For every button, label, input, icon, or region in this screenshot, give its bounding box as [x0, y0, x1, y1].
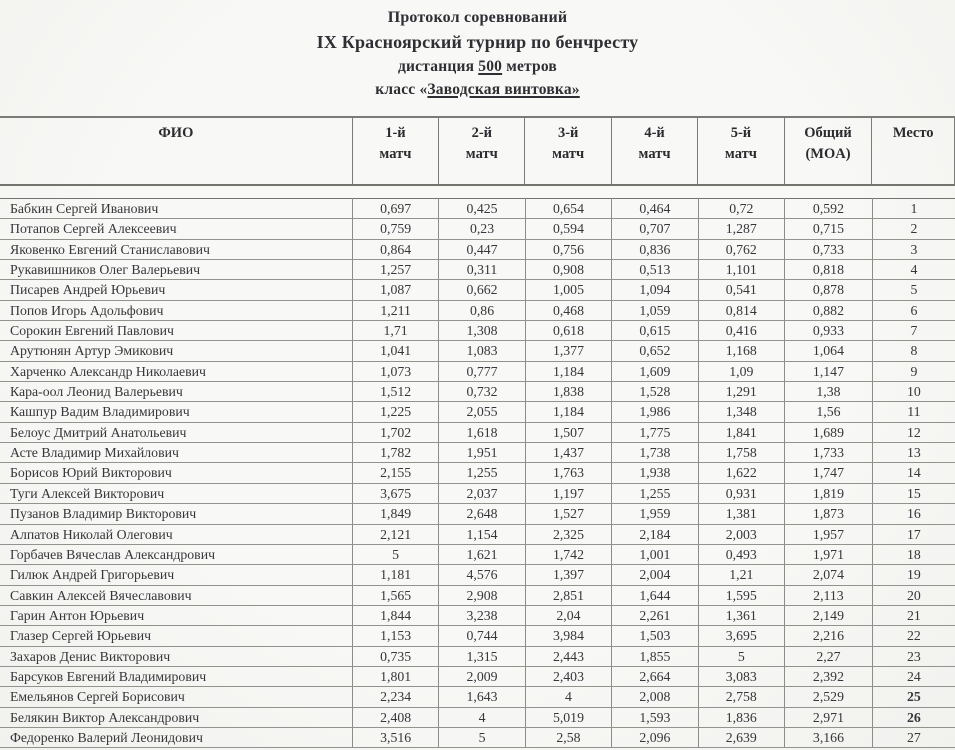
match-4-cell: 1,938 [612, 463, 698, 483]
match-4-cell: 0,615 [612, 321, 698, 341]
match-4-cell: 0,707 [612, 219, 698, 239]
place-cell: 12 [872, 422, 955, 442]
fio-cell: Туги Алексей Викторович [0, 483, 352, 503]
results-table-body [0, 198, 955, 748]
fio-cell: Писарев Андрей Юрьевич [0, 280, 352, 300]
match-4-cell: 1,528 [612, 382, 698, 402]
match-3-cell: 2,851 [525, 585, 611, 605]
match-4-cell: 2,008 [612, 687, 698, 707]
header-place-label: Место [892, 125, 934, 141]
match-4-cell: 2,261 [612, 605, 698, 625]
total-moa-cell: 1,147 [785, 361, 873, 381]
header-m2-line2: матч [465, 146, 498, 162]
place-cell: 25 [872, 687, 955, 707]
fio-cell: Барсуков Евгений Владимирович [0, 666, 352, 686]
header-m3-line1: 3-й [557, 125, 579, 141]
place-cell: 20 [872, 585, 955, 605]
match-5-cell: 0,931 [698, 483, 784, 503]
match-1-cell: 1,782 [352, 443, 438, 463]
match-4-cell: 2,004 [612, 565, 698, 585]
table-row [0, 260, 955, 280]
column-header-total-moa [784, 117, 872, 185]
match-3-cell: 1,184 [525, 361, 611, 381]
match-5-cell: 0,416 [698, 321, 784, 341]
match-2-cell: 0,23 [439, 219, 525, 239]
place-cell: 24 [872, 666, 955, 686]
match-3-cell: 1,397 [525, 565, 611, 585]
match-1-cell: 1,702 [352, 422, 438, 442]
place-cell: 9 [872, 361, 955, 381]
place-cell: 16 [872, 504, 955, 524]
distance-value: 500 [478, 58, 503, 75]
match-3-cell: 4 [525, 687, 611, 707]
total-moa-cell: 1,957 [785, 524, 873, 544]
table-row [0, 443, 955, 463]
match-2-cell: 1,951 [439, 443, 525, 463]
match-5-cell: 1,836 [698, 707, 784, 727]
fio-cell: Пузанов Владимир Викторович [0, 504, 352, 524]
header-fio-label: ФИО [158, 125, 194, 141]
match-5-cell: 1,595 [698, 585, 784, 605]
column-header-place [872, 117, 955, 185]
fio-cell: Борисов Юрий Викторович [0, 463, 352, 483]
total-moa-cell: 2,149 [785, 605, 873, 625]
match-4-cell: 0,652 [612, 341, 698, 361]
match-4-cell: 2,184 [612, 524, 698, 544]
match-5-cell: 5 [698, 646, 784, 666]
header-m5-line1: 5-й [730, 125, 752, 141]
match-5-cell: 1,09 [698, 361, 784, 381]
match-1-cell: 1,844 [352, 605, 438, 625]
distance-prefix: дистанция [398, 58, 479, 75]
header-m3-line2: матч [552, 146, 585, 162]
header-m1-line1: 1-й [385, 125, 406, 141]
match-5-cell: 1,168 [698, 341, 784, 361]
table-row [0, 605, 955, 625]
match-2-cell: 1,315 [439, 646, 525, 666]
match-3-cell: 1,197 [525, 483, 611, 503]
match-2-cell: 4 [439, 707, 525, 727]
match-1-cell: 5 [352, 544, 438, 564]
total-moa-cell: 3,166 [785, 727, 873, 747]
match-4-cell: 1,593 [612, 707, 698, 727]
place-cell: 27 [872, 727, 955, 747]
header-row [0, 117, 955, 185]
column-header-match-2 [439, 117, 525, 185]
table-row [0, 422, 955, 442]
match-1-cell: 3,675 [352, 483, 438, 503]
header-total-line1: Общий [804, 125, 852, 141]
total-moa-cell: 2,529 [785, 687, 873, 707]
match-2-cell: 0,777 [439, 361, 525, 381]
match-3-cell: 2,325 [525, 524, 611, 544]
total-moa-cell: 1,747 [785, 463, 873, 483]
table-row [0, 687, 955, 707]
match-5-cell: 0,493 [698, 544, 784, 564]
table-row [0, 544, 955, 564]
match-1-cell: 3,516 [352, 727, 438, 747]
table-row [0, 463, 955, 483]
place-cell: 11 [872, 402, 955, 422]
total-moa-cell: 1,38 [785, 382, 873, 402]
match-4-cell: 1,609 [612, 361, 698, 381]
match-5-cell: 0,814 [698, 300, 784, 320]
fio-cell: Захаров Денис Викторович [0, 646, 352, 666]
match-2-cell: 0,311 [439, 260, 525, 280]
match-5-cell: 1,381 [698, 504, 784, 524]
match-1-cell: 0,697 [352, 199, 438, 219]
match-3-cell: 2,443 [525, 646, 611, 666]
match-3-cell: 1,377 [525, 341, 611, 361]
results-table-header [0, 116, 955, 186]
place-cell: 23 [872, 646, 955, 666]
match-3-cell: 1,507 [525, 422, 611, 442]
match-1-cell: 2,234 [352, 687, 438, 707]
match-4-cell: 0,513 [612, 260, 698, 280]
match-3-cell: 0,468 [525, 300, 611, 320]
total-moa-cell: 2,971 [785, 707, 873, 727]
match-5-cell: 1,622 [698, 463, 784, 483]
total-moa-cell: 0,733 [785, 239, 873, 259]
match-5-cell: 3,695 [698, 626, 784, 646]
match-5-cell: 1,758 [698, 443, 784, 463]
column-header-match-3 [525, 117, 611, 185]
place-cell: 4 [872, 260, 955, 280]
fio-cell: Гарин Антон Юрьевич [0, 605, 352, 625]
total-moa-cell: 0,592 [785, 199, 873, 219]
column-header-match-1 [352, 117, 438, 185]
match-5-cell: 2,639 [698, 727, 784, 747]
header-m4-line2: матч [638, 146, 671, 162]
fio-cell: Горбачев Вячеслав Александрович [0, 544, 352, 564]
fio-cell: Белякин Виктор Александрович [0, 707, 352, 727]
match-1-cell: 2,155 [352, 463, 438, 483]
fio-cell: Бабкин Сергей Иванович [0, 199, 352, 219]
match-1-cell: 2,121 [352, 524, 438, 544]
place-cell: 17 [872, 524, 955, 544]
header-m1-line2: матч [379, 146, 412, 162]
total-moa-cell: 0,882 [785, 300, 873, 320]
match-1-cell: 1,073 [352, 361, 438, 381]
total-moa-cell: 2,113 [785, 585, 873, 605]
match-1-cell: 1,225 [352, 402, 438, 422]
distance-suffix: метров [502, 58, 557, 75]
fio-cell: Кара-оол Леонид Валерьевич [0, 382, 352, 402]
match-2-cell: 0,732 [439, 382, 525, 402]
match-3-cell: 1,763 [525, 463, 611, 483]
table-row [0, 585, 955, 605]
match-1-cell: 1,041 [352, 341, 438, 361]
match-3-cell: 0,594 [525, 219, 611, 239]
table-row [0, 199, 955, 219]
match-2-cell: 2,055 [439, 402, 525, 422]
place-cell: 22 [872, 626, 955, 646]
match-5-cell: 2,758 [698, 687, 784, 707]
match-2-cell: 1,255 [439, 463, 525, 483]
header-m5-line2: матч [724, 146, 757, 162]
fio-cell: Белоус Дмитрий Анатольевич [0, 422, 352, 442]
match-4-cell: 1,738 [612, 443, 698, 463]
place-cell: 26 [872, 707, 955, 727]
match-4-cell: 1,059 [612, 300, 698, 320]
total-moa-cell: 0,715 [785, 219, 873, 239]
match-3-cell: 5,019 [525, 707, 611, 727]
fio-cell: Арутюнян Артур Эмикович [0, 341, 352, 361]
total-moa-cell: 2,392 [785, 666, 873, 686]
place-cell: 21 [872, 605, 955, 625]
match-2-cell: 4,576 [439, 565, 525, 585]
match-4-cell: 1,855 [612, 646, 698, 666]
match-1-cell: 1,087 [352, 280, 438, 300]
match-4-cell: 0,836 [612, 239, 698, 259]
table-row [0, 626, 955, 646]
fio-cell: Кашпур Вадим Владимирович [0, 402, 352, 422]
fio-cell: Потапов Сергей Алексеевич [0, 219, 352, 239]
match-2-cell: 5 [439, 727, 525, 747]
table-row [0, 565, 955, 585]
match-3-cell: 0,908 [525, 260, 611, 280]
match-2-cell: 0,86 [439, 300, 525, 320]
fio-cell: Глазер Сергей Юрьевич [0, 626, 352, 646]
place-cell: 1 [872, 199, 955, 219]
fio-cell: Рукавишников Олег Валерьевич [0, 260, 352, 280]
place-cell: 3 [872, 239, 955, 259]
table-row [0, 321, 955, 341]
place-cell: 13 [872, 443, 955, 463]
title-line-class [0, 78, 955, 101]
match-1-cell: 2,408 [352, 707, 438, 727]
match-3-cell: 0,618 [525, 321, 611, 341]
match-2-cell: 1,618 [439, 422, 525, 442]
place-cell: 15 [872, 483, 955, 503]
match-3-cell: 1,437 [525, 443, 611, 463]
match-2-cell: 3,238 [439, 605, 525, 625]
place-cell: 5 [872, 280, 955, 300]
fio-cell: Емельянов Сергей Борисович [0, 687, 352, 707]
match-4-cell: 1,503 [612, 626, 698, 646]
match-3-cell: 1,005 [525, 280, 611, 300]
match-3-cell: 1,742 [525, 544, 611, 564]
match-5-cell: 1,21 [698, 565, 784, 585]
total-moa-cell: 2,27 [785, 646, 873, 666]
column-header-match-5 [698, 117, 784, 185]
total-moa-cell: 0,878 [785, 280, 873, 300]
match-2-cell: 0,425 [439, 199, 525, 219]
place-cell: 7 [872, 321, 955, 341]
match-3-cell: 2,58 [525, 727, 611, 747]
match-1-cell: 1,849 [352, 504, 438, 524]
match-4-cell: 0,464 [612, 199, 698, 219]
match-5-cell: 1,287 [698, 219, 784, 239]
match-2-cell: 2,009 [439, 666, 525, 686]
match-3-cell: 1,527 [525, 504, 611, 524]
fio-cell: Харченко Александр Николаевич [0, 361, 352, 381]
match-2-cell: 0,447 [439, 239, 525, 259]
match-5-cell: 1,361 [698, 605, 784, 625]
match-3-cell: 3,984 [525, 626, 611, 646]
match-5-cell: 0,541 [698, 280, 784, 300]
match-1-cell: 1,565 [352, 585, 438, 605]
fio-cell: Попов Игорь Адольфович [0, 300, 352, 320]
fio-cell: Сорокин Евгений Павлович [0, 321, 352, 341]
table-row [0, 727, 955, 747]
place-cell: 19 [872, 565, 955, 585]
match-1-cell: 1,71 [352, 321, 438, 341]
match-4-cell: 1,959 [612, 504, 698, 524]
place-cell: 6 [872, 300, 955, 320]
table-row [0, 504, 955, 524]
match-3-cell: 1,838 [525, 382, 611, 402]
match-1-cell: 1,153 [352, 626, 438, 646]
match-5-cell: 1,101 [698, 260, 784, 280]
total-moa-cell: 0,933 [785, 321, 873, 341]
total-moa-cell: 1,819 [785, 483, 873, 503]
header-m2-line1: 2-й [471, 125, 492, 141]
match-2-cell: 2,908 [439, 585, 525, 605]
match-5-cell: 0,762 [698, 239, 784, 259]
match-2-cell: 1,643 [439, 687, 525, 707]
table-row [0, 524, 955, 544]
match-3-cell: 1,184 [525, 402, 611, 422]
match-4-cell: 2,664 [612, 666, 698, 686]
class-prefix: класс « [375, 81, 428, 98]
header-total-line2: (MOA) [805, 146, 851, 162]
match-1-cell: 0,759 [352, 219, 438, 239]
table-row [0, 300, 955, 320]
match-5-cell: 1,841 [698, 422, 784, 442]
column-header-match-4 [611, 117, 697, 185]
table-row [0, 646, 955, 666]
total-moa-cell: 1,56 [785, 402, 873, 422]
match-5-cell: 0,72 [698, 199, 784, 219]
document-title-block [0, 0, 955, 101]
total-moa-cell: 1,689 [785, 422, 873, 442]
match-1-cell: 1,211 [352, 300, 438, 320]
table-row [0, 361, 955, 381]
match-1-cell: 1,801 [352, 666, 438, 686]
table-row [0, 341, 955, 361]
table-row [0, 280, 955, 300]
match-4-cell: 1,255 [612, 483, 698, 503]
match-4-cell: 1,775 [612, 422, 698, 442]
match-4-cell: 1,986 [612, 402, 698, 422]
table-row [0, 666, 955, 686]
match-5-cell: 3,083 [698, 666, 784, 686]
title-line-protocol: Протокол соревнований [387, 9, 568, 26]
match-2-cell: 0,662 [439, 280, 525, 300]
match-3-cell: 2,04 [525, 605, 611, 625]
table-row [0, 402, 955, 422]
title-line-tournament: IX Красноярский турнир по бенчресту [316, 32, 639, 52]
total-moa-cell: 1,971 [785, 544, 873, 564]
match-2-cell: 1,154 [439, 524, 525, 544]
match-5-cell: 1,348 [698, 402, 784, 422]
table-row [0, 382, 955, 402]
match-4-cell: 1,644 [612, 585, 698, 605]
total-moa-cell: 1,064 [785, 341, 873, 361]
match-4-cell: 2,096 [612, 727, 698, 747]
match-3-cell: 0,756 [525, 239, 611, 259]
table-row [0, 707, 955, 727]
table-row [0, 219, 955, 239]
table-row [0, 239, 955, 259]
column-header-fio [0, 117, 352, 185]
header-m4-line1: 4-й [644, 125, 665, 141]
fio-cell: Асте Владимир Михайлович [0, 443, 352, 463]
match-1-cell: 1,181 [352, 565, 438, 585]
match-1-cell: 0,864 [352, 239, 438, 259]
table-row [0, 483, 955, 503]
total-moa-cell: 2,216 [785, 626, 873, 646]
match-5-cell: 2,003 [698, 524, 784, 544]
match-2-cell: 1,083 [439, 341, 525, 361]
total-moa-cell: 2,074 [785, 565, 873, 585]
place-cell: 14 [872, 463, 955, 483]
place-cell: 18 [872, 544, 955, 564]
fio-cell: Гилюк Андрей Григорьевич [0, 565, 352, 585]
match-2-cell: 1,621 [439, 544, 525, 564]
match-2-cell: 2,037 [439, 483, 525, 503]
place-cell: 10 [872, 382, 955, 402]
total-moa-cell: 1,873 [785, 504, 873, 524]
place-cell: 2 [872, 219, 955, 239]
match-2-cell: 2,648 [439, 504, 525, 524]
total-moa-cell: 0,818 [785, 260, 873, 280]
match-1-cell: 0,735 [352, 646, 438, 666]
fio-cell: Яковенко Евгений Станиславович [0, 239, 352, 259]
fio-cell: Савкин Алексей Вячеславович [0, 585, 352, 605]
match-1-cell: 1,512 [352, 382, 438, 402]
match-5-cell: 1,291 [698, 382, 784, 402]
match-2-cell: 1,308 [439, 321, 525, 341]
match-1-cell: 1,257 [352, 260, 438, 280]
fio-cell: Алпатов Николай Олегович [0, 524, 352, 544]
match-2-cell: 0,744 [439, 626, 525, 646]
place-cell: 8 [872, 341, 955, 361]
total-moa-cell: 1,733 [785, 443, 873, 463]
match-4-cell: 1,001 [612, 544, 698, 564]
fio-cell: Федоренко Валерий Леонидович [0, 727, 352, 747]
match-4-cell: 1,094 [612, 280, 698, 300]
match-3-cell: 2,403 [525, 666, 611, 686]
match-3-cell: 0,654 [525, 199, 611, 219]
title-line-distance [0, 55, 955, 78]
class-value: Заводская винтовка» [427, 81, 580, 98]
